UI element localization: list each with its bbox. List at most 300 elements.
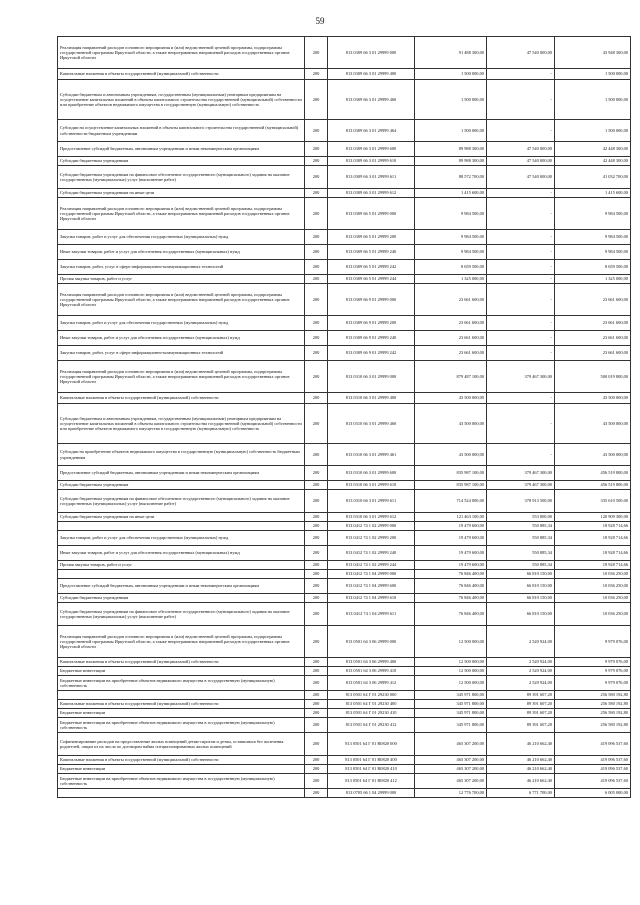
row-admin-code: 200 <box>305 245 328 260</box>
row-change-amount: 66 810 150,00 <box>487 570 555 579</box>
row-admin-code: 200 <box>305 700 328 709</box>
row-admin-code: 200 <box>305 594 328 603</box>
row-change-amount: 2 520 924,00 <box>487 676 555 691</box>
row-admin-code: 200 <box>305 189 328 198</box>
row-approved-amount: 12 500 000,00 <box>415 658 487 667</box>
row-approved-amount: 19 479 600,00 <box>415 522 487 531</box>
row-description: Реализация направлений расходов основного мероприятия и (или) ведомственной целевой программы, подпрограммы государственной программы Иркутской области, а также непрограммных направлений расходов государственных органов Иркутской области <box>58 198 305 230</box>
row-budget-classification: 813 0501 64 3 06 29999 000 <box>328 626 415 658</box>
row-change-amount: - <box>487 80 555 120</box>
row-final-amount: 23 661 600,00 <box>555 346 631 361</box>
row-change-amount: 66 810 150,00 <box>487 579 555 594</box>
row-approved-amount: 19 479 600,00 <box>415 546 487 561</box>
row-change-amount: 46 210 662,40 <box>487 733 555 756</box>
row-change-amount: 379 467 300,00 <box>487 361 555 393</box>
row-final-amount: 1 500 000,00 <box>555 80 631 120</box>
row-budget-classification: 813 0310 66 3 01 29999 461 <box>328 444 415 466</box>
row-admin-code: 200 <box>305 80 328 120</box>
row-budget-classification: 813 0501 64 Г 01 29230 000 <box>328 691 415 700</box>
table-row <box>58 481 631 490</box>
row-admin-code: 200 <box>305 393 328 404</box>
row-change-amount: 47 540 000,00 <box>487 166 555 189</box>
row-description: Закупка товаров, работ и услуг для обеспечения государственных (муниципальных) нужд <box>58 230 305 245</box>
row-approved-amount: 345 971 800,00 <box>415 691 487 700</box>
row-approved-amount: 9 984 500,00 <box>415 198 487 230</box>
row-approved-amount: 19 479 600,00 <box>415 531 487 546</box>
table-row <box>58 331 631 346</box>
table-row <box>58 561 631 570</box>
row-final-amount: 419 096 537,60 <box>555 733 631 756</box>
row-change-amount: - <box>487 198 555 230</box>
table-row <box>58 245 631 260</box>
row-admin-code: 200 <box>305 198 328 230</box>
row-budget-classification: 813 0412 74 1 02 29999 244 <box>328 561 415 570</box>
table-row <box>58 579 631 594</box>
row-admin-code: 200 <box>305 490 328 513</box>
row-approved-amount: 1 415 600,00 <box>415 189 487 198</box>
table-row <box>58 789 631 798</box>
row-description: Субсидии бюджетным учреждениям на финансовое обеспечение государственного (муниципального) задания на оказание государственных (муниципальных) услуг (выполнение работ) <box>58 603 305 626</box>
row-final-amount: 500 019 800,00 <box>555 361 631 393</box>
row-admin-code: 200 <box>305 531 328 546</box>
row-final-amount: 43 500 000,00 <box>555 444 631 466</box>
row-description <box>58 522 305 531</box>
row-approved-amount: 23 661 600,00 <box>415 346 487 361</box>
row-change-amount: - <box>487 230 555 245</box>
row-approved-amount: 465 307 200,00 <box>415 733 487 756</box>
row-budget-classification: 813 0501 64 Г 01 29230 410 <box>328 709 415 718</box>
row-description: Закупка товаров, работ, услуг в сфере информационно-коммуникационных технологий <box>58 260 305 275</box>
table-row <box>58 594 631 603</box>
row-final-amount: 419 096 537,60 <box>555 756 631 765</box>
row-admin-code: 200 <box>305 691 328 700</box>
row-budget-classification: 813 0412 74 1 04 29999 610 <box>328 594 415 603</box>
row-budget-classification: 813 0309 66 5 01 29999 240 <box>328 245 415 260</box>
table-row <box>58 120 631 142</box>
row-admin-code: 200 <box>305 626 328 658</box>
row-admin-code: 200 <box>305 444 328 466</box>
row-description: Закупка товаров, работ и услуг для обеспечения государственных (муниципальных) нужд <box>58 316 305 331</box>
row-budget-classification: 813 0309 66 3 01 29999 000 <box>328 37 415 69</box>
row-change-amount: 46 210 662,40 <box>487 774 555 789</box>
row-description: Субсидии бюджетным учреждениям на иные цели <box>58 513 305 522</box>
row-change-amount: 2 520 924,00 <box>487 667 555 676</box>
row-budget-classification: 813 0501 64 Г 01 R0820 000 <box>328 733 415 756</box>
row-final-amount: 1 325 000,00 <box>555 275 631 284</box>
row-approved-amount: 8 659 500,00 <box>415 260 487 275</box>
budget-table <box>57 36 631 798</box>
table-row <box>58 774 631 789</box>
row-final-amount: 10 036 250,00 <box>555 570 631 579</box>
table-row <box>58 404 631 444</box>
row-approved-amount: 88 572 700,00 <box>415 166 487 189</box>
row-budget-classification: 813 0705 66 1 04 29999 000 <box>328 789 415 798</box>
row-change-amount: 2 520 924,00 <box>487 626 555 658</box>
row-final-amount: 456 519 800,00 <box>555 481 631 490</box>
row-admin-code: 200 <box>305 284 328 316</box>
row-change-amount: 89 391 607,20 <box>487 718 555 733</box>
table-row <box>58 142 631 157</box>
row-approved-amount: 23 661 600,00 <box>415 316 487 331</box>
row-final-amount: 8 659 500,00 <box>555 260 631 275</box>
row-admin-code: 200 <box>305 676 328 691</box>
row-description: Реализация направлений расходов основного мероприятия и (или) ведомственной целевой программы, подпрограммы государственной программы Иркутской области, а также непрограммных направлений расходов государственных органов Иркутской области <box>58 37 305 69</box>
row-final-amount: 9 984 500,00 <box>555 230 631 245</box>
row-approved-amount: 12 500 000,00 <box>415 676 487 691</box>
row-final-amount: 18 928 714,66 <box>555 546 631 561</box>
row-approved-amount: 76 846 400,00 <box>415 570 487 579</box>
row-change-amount: - <box>487 260 555 275</box>
row-final-amount: 256 580 192,80 <box>555 700 631 709</box>
row-final-amount: 42 448 300,00 <box>555 142 631 157</box>
row-change-amount: - <box>487 331 555 346</box>
row-budget-classification: 813 0310 66 3 01 29999 000 <box>328 361 415 393</box>
row-change-amount: - <box>487 284 555 316</box>
row-description: Предоставление субсидий бюджетным, автономным учреждениям и иным некоммерческим организациям <box>58 466 305 481</box>
row-admin-code: 200 <box>305 667 328 676</box>
row-change-amount: 66 810 150,00 <box>487 603 555 626</box>
table-row <box>58 691 631 700</box>
row-change-amount: 379 467 300,00 <box>487 481 555 490</box>
row-change-amount: 47 540 000,00 <box>487 142 555 157</box>
row-change-amount: 550 885,34 <box>487 546 555 561</box>
row-description: Бюджетные инвестиции на приобретение объектов недвижимого имущества в государственную (муниципальную) собственность <box>58 774 305 789</box>
row-change-amount: 2 520 924,00 <box>487 658 555 667</box>
row-final-amount: 9 979 076,00 <box>555 667 631 676</box>
row-description: Субсидии бюджетным учреждениям на финансовое обеспечение государственного (муниципального) задания на оказание государственных (муниципальных) услуг (выполнение работ) <box>58 490 305 513</box>
row-final-amount: 18 928 714,66 <box>555 561 631 570</box>
row-budget-classification: 813 0412 74 1 04 29999 000 <box>328 570 415 579</box>
row-final-amount: 1 415 600,00 <box>555 189 631 198</box>
row-approved-amount: 835 987 100,00 <box>415 481 487 490</box>
row-approved-amount: 1 500 000,00 <box>415 120 487 142</box>
row-admin-code: 200 <box>305 316 328 331</box>
row-description: Субсидии бюджетным и автономным учреждениям, государственным (муниципальным) унитарным предприятиям на осуществление капитальных вложений в объекты капитального строительства государственной (муниципальной) собственности или приобретение объектов недвижимого имущества в государственную (муниципальную) собственность <box>58 404 305 444</box>
row-budget-classification: 813 0309 66 3 01 29999 400 <box>328 69 415 80</box>
row-budget-classification: 813 0501 64 Г 01 R0820 400 <box>328 756 415 765</box>
row-final-amount: 41 032 700,00 <box>555 166 631 189</box>
row-approved-amount: 76 846 400,00 <box>415 594 487 603</box>
row-admin-code: 200 <box>305 142 328 157</box>
table-row <box>58 626 631 658</box>
table-row <box>58 189 631 198</box>
row-budget-classification: 813 0501 64 Г 01 29230 400 <box>328 700 415 709</box>
row-description: Бюджетные инвестиции <box>58 667 305 676</box>
row-budget-classification: 813 0309 66 3 01 29999 460 <box>328 80 415 120</box>
row-final-amount: 9 979 076,00 <box>555 626 631 658</box>
row-description: Иные закупки товаров, работ и услуг для обеспечения государственных (муниципальных) нужд <box>58 546 305 561</box>
table-row <box>58 275 631 284</box>
row-description: Предоставление субсидий бюджетным, автономным учреждениям и иным некоммерческим организациям <box>58 142 305 157</box>
row-description: Бюджетные инвестиции на приобретение объектов недвижимого имущества в государственную (муниципальную) собственность <box>58 676 305 691</box>
row-approved-amount: 714 524 000,00 <box>415 490 487 513</box>
row-final-amount: 9 979 076,00 <box>555 676 631 691</box>
row-budget-classification: 813 0309 66 9 01 29999 000 <box>328 284 415 316</box>
row-change-amount: 47 540 000,00 <box>487 37 555 69</box>
row-budget-classification: 813 0309 66 3 01 29999 600 <box>328 142 415 157</box>
row-final-amount: 10 036 250,00 <box>555 594 631 603</box>
row-final-amount: 43 500 000,00 <box>555 393 631 404</box>
row-admin-code: 200 <box>305 603 328 626</box>
row-description: Бюджетные инвестиции на приобретение объектов недвижимого имущества в государственную (муниципальную) собственность <box>58 718 305 733</box>
table-row <box>58 709 631 718</box>
row-description: Субсидии на приобретение объектов недвижимого имущества в государственную (муниципальную) собственность бюджетным учреждениям <box>58 444 305 466</box>
table-row <box>58 37 631 69</box>
row-final-amount: 419 096 537,60 <box>555 765 631 774</box>
table-row <box>58 531 631 546</box>
row-approved-amount: 12 500 000,00 <box>415 667 487 676</box>
row-admin-code: 200 <box>305 346 328 361</box>
row-admin-code: 200 <box>305 166 328 189</box>
row-description: Капитальные вложения в объекты государственной (муниципальной) собственности <box>58 756 305 765</box>
row-description: Субсидии бюджетным учреждениям <box>58 594 305 603</box>
row-admin-code: 200 <box>305 658 328 667</box>
table-row <box>58 198 631 230</box>
table-row <box>58 513 631 522</box>
row-description: Капитальные вложения в объекты государственной (муниципальной) собственности <box>58 658 305 667</box>
row-approved-amount: 1 500 000,00 <box>415 80 487 120</box>
row-budget-classification: 813 0309 66 9 01 29999 242 <box>328 346 415 361</box>
row-admin-code: 200 <box>305 69 328 80</box>
row-admin-code: 200 <box>305 774 328 789</box>
row-approved-amount: 1 500 000,00 <box>415 69 487 80</box>
row-final-amount: 18 928 714,66 <box>555 522 631 531</box>
row-admin-code: 200 <box>305 481 328 490</box>
table-row <box>58 444 631 466</box>
row-admin-code: 200 <box>305 765 328 774</box>
table-row <box>58 466 631 481</box>
row-change-amount: 553 800,00 <box>487 513 555 522</box>
row-description: Реализация направлений расходов основного мероприятия и (или) ведомственной целевой программы, подпрограммы государственной программы Иркутской области, а также непрограммных направлений расходов государственных органов Иркутской области <box>58 361 305 393</box>
row-description <box>58 789 305 798</box>
row-budget-classification: 813 0309 66 3 01 29999 611 <box>328 166 415 189</box>
row-description: Субсидии бюджетным учреждениям на иные цели <box>58 189 305 198</box>
row-final-amount: 43 948 300,00 <box>555 37 631 69</box>
row-approved-amount: 345 971 800,00 <box>415 709 487 718</box>
row-approved-amount: 465 307 200,00 <box>415 756 487 765</box>
row-budget-classification: 813 0412 74 1 02 29999 200 <box>328 531 415 546</box>
row-admin-code: 200 <box>305 331 328 346</box>
row-change-amount: 378 913 500,00 <box>487 490 555 513</box>
row-description: Прочая закупка товаров, работ и услуг <box>58 275 305 284</box>
row-final-amount: 23 661 600,00 <box>555 331 631 346</box>
row-change-amount: - <box>487 346 555 361</box>
row-description: Субсидии бюджетным учреждениям на финансовое обеспечение государственного (муниципального) задания на оказание государственных (муниципальных) услуг (выполнение работ) <box>58 166 305 189</box>
row-description: Субсидии бюджетным учреждениям <box>58 481 305 490</box>
row-admin-code: 200 <box>305 561 328 570</box>
row-budget-classification: 813 0310 66 3 01 29999 600 <box>328 466 415 481</box>
row-approved-amount: 76 846 400,00 <box>415 579 487 594</box>
row-approved-amount: 835 987 100,00 <box>415 466 487 481</box>
table-row <box>58 522 631 531</box>
row-approved-amount: 23 661 600,00 <box>415 284 487 316</box>
row-description: Прочая закупка товаров, работ и услуг <box>58 561 305 570</box>
table-row <box>58 658 631 667</box>
row-final-amount: 18 928 714,66 <box>555 531 631 546</box>
row-change-amount: - <box>487 404 555 444</box>
row-description: Субсидии бюджетным и автономным учреждениям, государственным (муниципальным) унитарным предприятиям на осуществление капитальных вложений в объекты капитального строительства государственной (муниципальной) собственности или приобретение объектов недвижимого имущества в государственную (муниципальную) собственность <box>58 80 305 120</box>
row-admin-code: 200 <box>305 260 328 275</box>
table-row <box>58 718 631 733</box>
table-row <box>58 546 631 561</box>
row-description: Субсидии на осуществление капитальных вложений в объекты капитального строительства государственной (муниципальной) собственности бюджетным учреждениям <box>58 120 305 142</box>
table-row <box>58 676 631 691</box>
row-admin-code: 200 <box>305 546 328 561</box>
row-final-amount: 1 500 000,00 <box>555 120 631 142</box>
row-description: Капитальные вложения в объекты государственной (муниципальной) собственности <box>58 393 305 404</box>
row-approved-amount: 465 307 200,00 <box>415 765 487 774</box>
row-final-amount: 10 036 250,00 <box>555 579 631 594</box>
table-row <box>58 230 631 245</box>
table-row <box>58 393 631 404</box>
row-final-amount: 256 580 192,80 <box>555 709 631 718</box>
row-admin-code: 200 <box>305 361 328 393</box>
table-row <box>58 700 631 709</box>
row-admin-code: 200 <box>305 230 328 245</box>
row-approved-amount: 23 661 600,00 <box>415 331 487 346</box>
row-admin-code: 200 <box>305 709 328 718</box>
row-final-amount: 23 661 600,00 <box>555 316 631 331</box>
row-admin-code: 200 <box>305 789 328 798</box>
row-approved-amount: 43 500 000,00 <box>415 404 487 444</box>
table-row <box>58 765 631 774</box>
row-final-amount: 256 580 192,80 <box>555 691 631 700</box>
row-description: Бюджетные инвестиции <box>58 765 305 774</box>
row-approved-amount: 43 500 000,00 <box>415 444 487 466</box>
row-approved-amount: 43 500 000,00 <box>415 393 487 404</box>
row-change-amount: - <box>487 444 555 466</box>
row-description: Реализация направлений расходов основного мероприятия и (или) ведомственной целевой программы, подпрограммы государственной программы Иркутской области, а также непрограммных направлений расходов государственных органов Иркутской области <box>58 284 305 316</box>
row-budget-classification: 813 0412 74 1 04 29999 611 <box>328 603 415 626</box>
row-change-amount: 379 467 300,00 <box>487 466 555 481</box>
row-admin-code: 200 <box>305 404 328 444</box>
row-budget-classification: 813 0412 74 1 02 29999 240 <box>328 546 415 561</box>
row-admin-code: 200 <box>305 570 328 579</box>
row-final-amount: 10 036 250,00 <box>555 603 631 626</box>
row-change-amount: - <box>487 189 555 198</box>
row-change-amount: 89 391 607,20 <box>487 700 555 709</box>
row-budget-classification: 813 0501 64 3 06 29999 400 <box>328 658 415 667</box>
row-budget-classification: 813 0309 66 3 01 29999 464 <box>328 120 415 142</box>
row-approved-amount: 12 776 700,00 <box>415 789 487 798</box>
row-budget-classification: 813 0412 74 1 04 29999 600 <box>328 579 415 594</box>
row-description: Капитальные вложения в объекты государственной (муниципальной) собственности <box>58 700 305 709</box>
row-approved-amount: 76 846 400,00 <box>415 603 487 626</box>
row-admin-code: 200 <box>305 756 328 765</box>
row-change-amount: 66 810 150,00 <box>487 594 555 603</box>
table-row <box>58 157 631 166</box>
table-row <box>58 69 631 80</box>
row-change-amount: - <box>487 120 555 142</box>
row-budget-classification: 813 0310 66 3 01 29999 400 <box>328 393 415 404</box>
row-change-amount: 6 771 700,00 <box>487 789 555 798</box>
row-change-amount: - <box>487 245 555 260</box>
row-final-amount: 42 448 300,00 <box>555 157 631 166</box>
row-final-amount: 6 005 000,00 <box>555 789 631 798</box>
row-admin-code: 200 <box>305 466 328 481</box>
row-change-amount: - <box>487 69 555 80</box>
row-budget-classification: 813 0412 74 1 02 29999 000 <box>328 522 415 531</box>
row-budget-classification: 813 0501 64 Г 01 R0820 410 <box>328 765 415 774</box>
row-final-amount: 1 500 000,00 <box>555 69 631 80</box>
row-description: Закупка товаров, работ, услуг в сфере информационно-коммуникационных технологий <box>58 346 305 361</box>
row-approved-amount: 19 479 600,00 <box>415 561 487 570</box>
row-approved-amount: 9 984 500,00 <box>415 230 487 245</box>
row-change-amount: - <box>487 393 555 404</box>
row-approved-amount: 345 971 800,00 <box>415 700 487 709</box>
row-approved-amount: 89 988 300,00 <box>415 142 487 157</box>
row-admin-code: 200 <box>305 579 328 594</box>
row-budget-classification: 813 0309 66 3 01 29999 612 <box>328 189 415 198</box>
table-row <box>58 490 631 513</box>
row-approved-amount: 89 988 300,00 <box>415 157 487 166</box>
table-row <box>58 733 631 756</box>
row-admin-code: 200 <box>305 37 328 69</box>
row-approved-amount: 345 971 800,00 <box>415 718 487 733</box>
row-admin-code: 200 <box>305 522 328 531</box>
row-admin-code: 200 <box>305 275 328 284</box>
row-change-amount: - <box>487 316 555 331</box>
row-budget-classification: 813 0309 66 9 01 29999 240 <box>328 331 415 346</box>
budget-table-body <box>58 37 631 798</box>
row-admin-code: 200 <box>305 513 328 522</box>
row-change-amount: 46 210 662,40 <box>487 765 555 774</box>
row-change-amount: - <box>487 275 555 284</box>
row-approved-amount: 465 307 200,00 <box>415 774 487 789</box>
row-description <box>58 570 305 579</box>
row-change-amount: 46 210 662,40 <box>487 756 555 765</box>
row-description: Субсидии бюджетным учреждениям <box>58 157 305 166</box>
row-budget-classification: 813 0310 66 3 01 29999 460 <box>328 404 415 444</box>
row-description: Софинансирование расходов на предоставление жилых помещений детям-сиротам и детям, оставшимся без попечения родителей, лицам из их числа по договорам найма специализированных жилых помещений <box>58 733 305 756</box>
row-admin-code: 200 <box>305 120 328 142</box>
row-admin-code: 200 <box>305 718 328 733</box>
row-final-amount: 120 909 300,00 <box>555 513 631 522</box>
row-change-amount: 550 885,34 <box>487 531 555 546</box>
row-approved-amount: 879 487 100,00 <box>415 361 487 393</box>
row-description: Иные закупки товаров, работ и услуг для обеспечения государственных (муниципальных) нужд <box>58 331 305 346</box>
row-approved-amount: 9 984 500,00 <box>415 245 487 260</box>
row-budget-classification: 813 0310 66 3 01 29999 612 <box>328 513 415 522</box>
row-budget-classification: 813 0310 66 3 01 29999 611 <box>328 490 415 513</box>
row-budget-classification: 813 0309 66 5 01 29999 000 <box>328 198 415 230</box>
row-change-amount: 550 885,34 <box>487 522 555 531</box>
row-budget-classification: 813 0501 64 Г 01 29230 412 <box>328 718 415 733</box>
row-budget-classification: 813 0309 66 5 01 29999 244 <box>328 275 415 284</box>
table-row <box>58 603 631 626</box>
row-budget-classification: 813 0310 66 3 01 29999 610 <box>328 481 415 490</box>
table-row <box>58 667 631 676</box>
table-row <box>58 316 631 331</box>
row-description: Реализация направлений расходов основного мероприятия и (или) ведомственной целевой программы, подпрограммы государственной программы Иркутской области, а также непрограммных направлений расходов государственных органов Иркутской области <box>58 626 305 658</box>
table-row <box>58 346 631 361</box>
table-row <box>58 284 631 316</box>
row-final-amount: 9 979 076,00 <box>555 658 631 667</box>
row-final-amount: 456 519 800,00 <box>555 466 631 481</box>
row-final-amount: 9 984 500,00 <box>555 198 631 230</box>
row-approved-amount: 91 488 300,00 <box>415 37 487 69</box>
row-final-amount: 9 984 500,00 <box>555 245 631 260</box>
row-description: Капитальные вложения в объекты государственной (муниципальной) собственности <box>58 69 305 80</box>
table-row <box>58 80 631 120</box>
table-row <box>58 570 631 579</box>
row-approved-amount: 121 463 100,00 <box>415 513 487 522</box>
row-budget-classification: 813 0501 64 3 06 29999 412 <box>328 676 415 691</box>
row-change-amount: 89 391 607,20 <box>487 709 555 718</box>
row-final-amount: 23 661 600,00 <box>555 284 631 316</box>
row-budget-classification: 813 0309 66 3 01 29999 610 <box>328 157 415 166</box>
row-description: Бюджетные инвестиции <box>58 709 305 718</box>
